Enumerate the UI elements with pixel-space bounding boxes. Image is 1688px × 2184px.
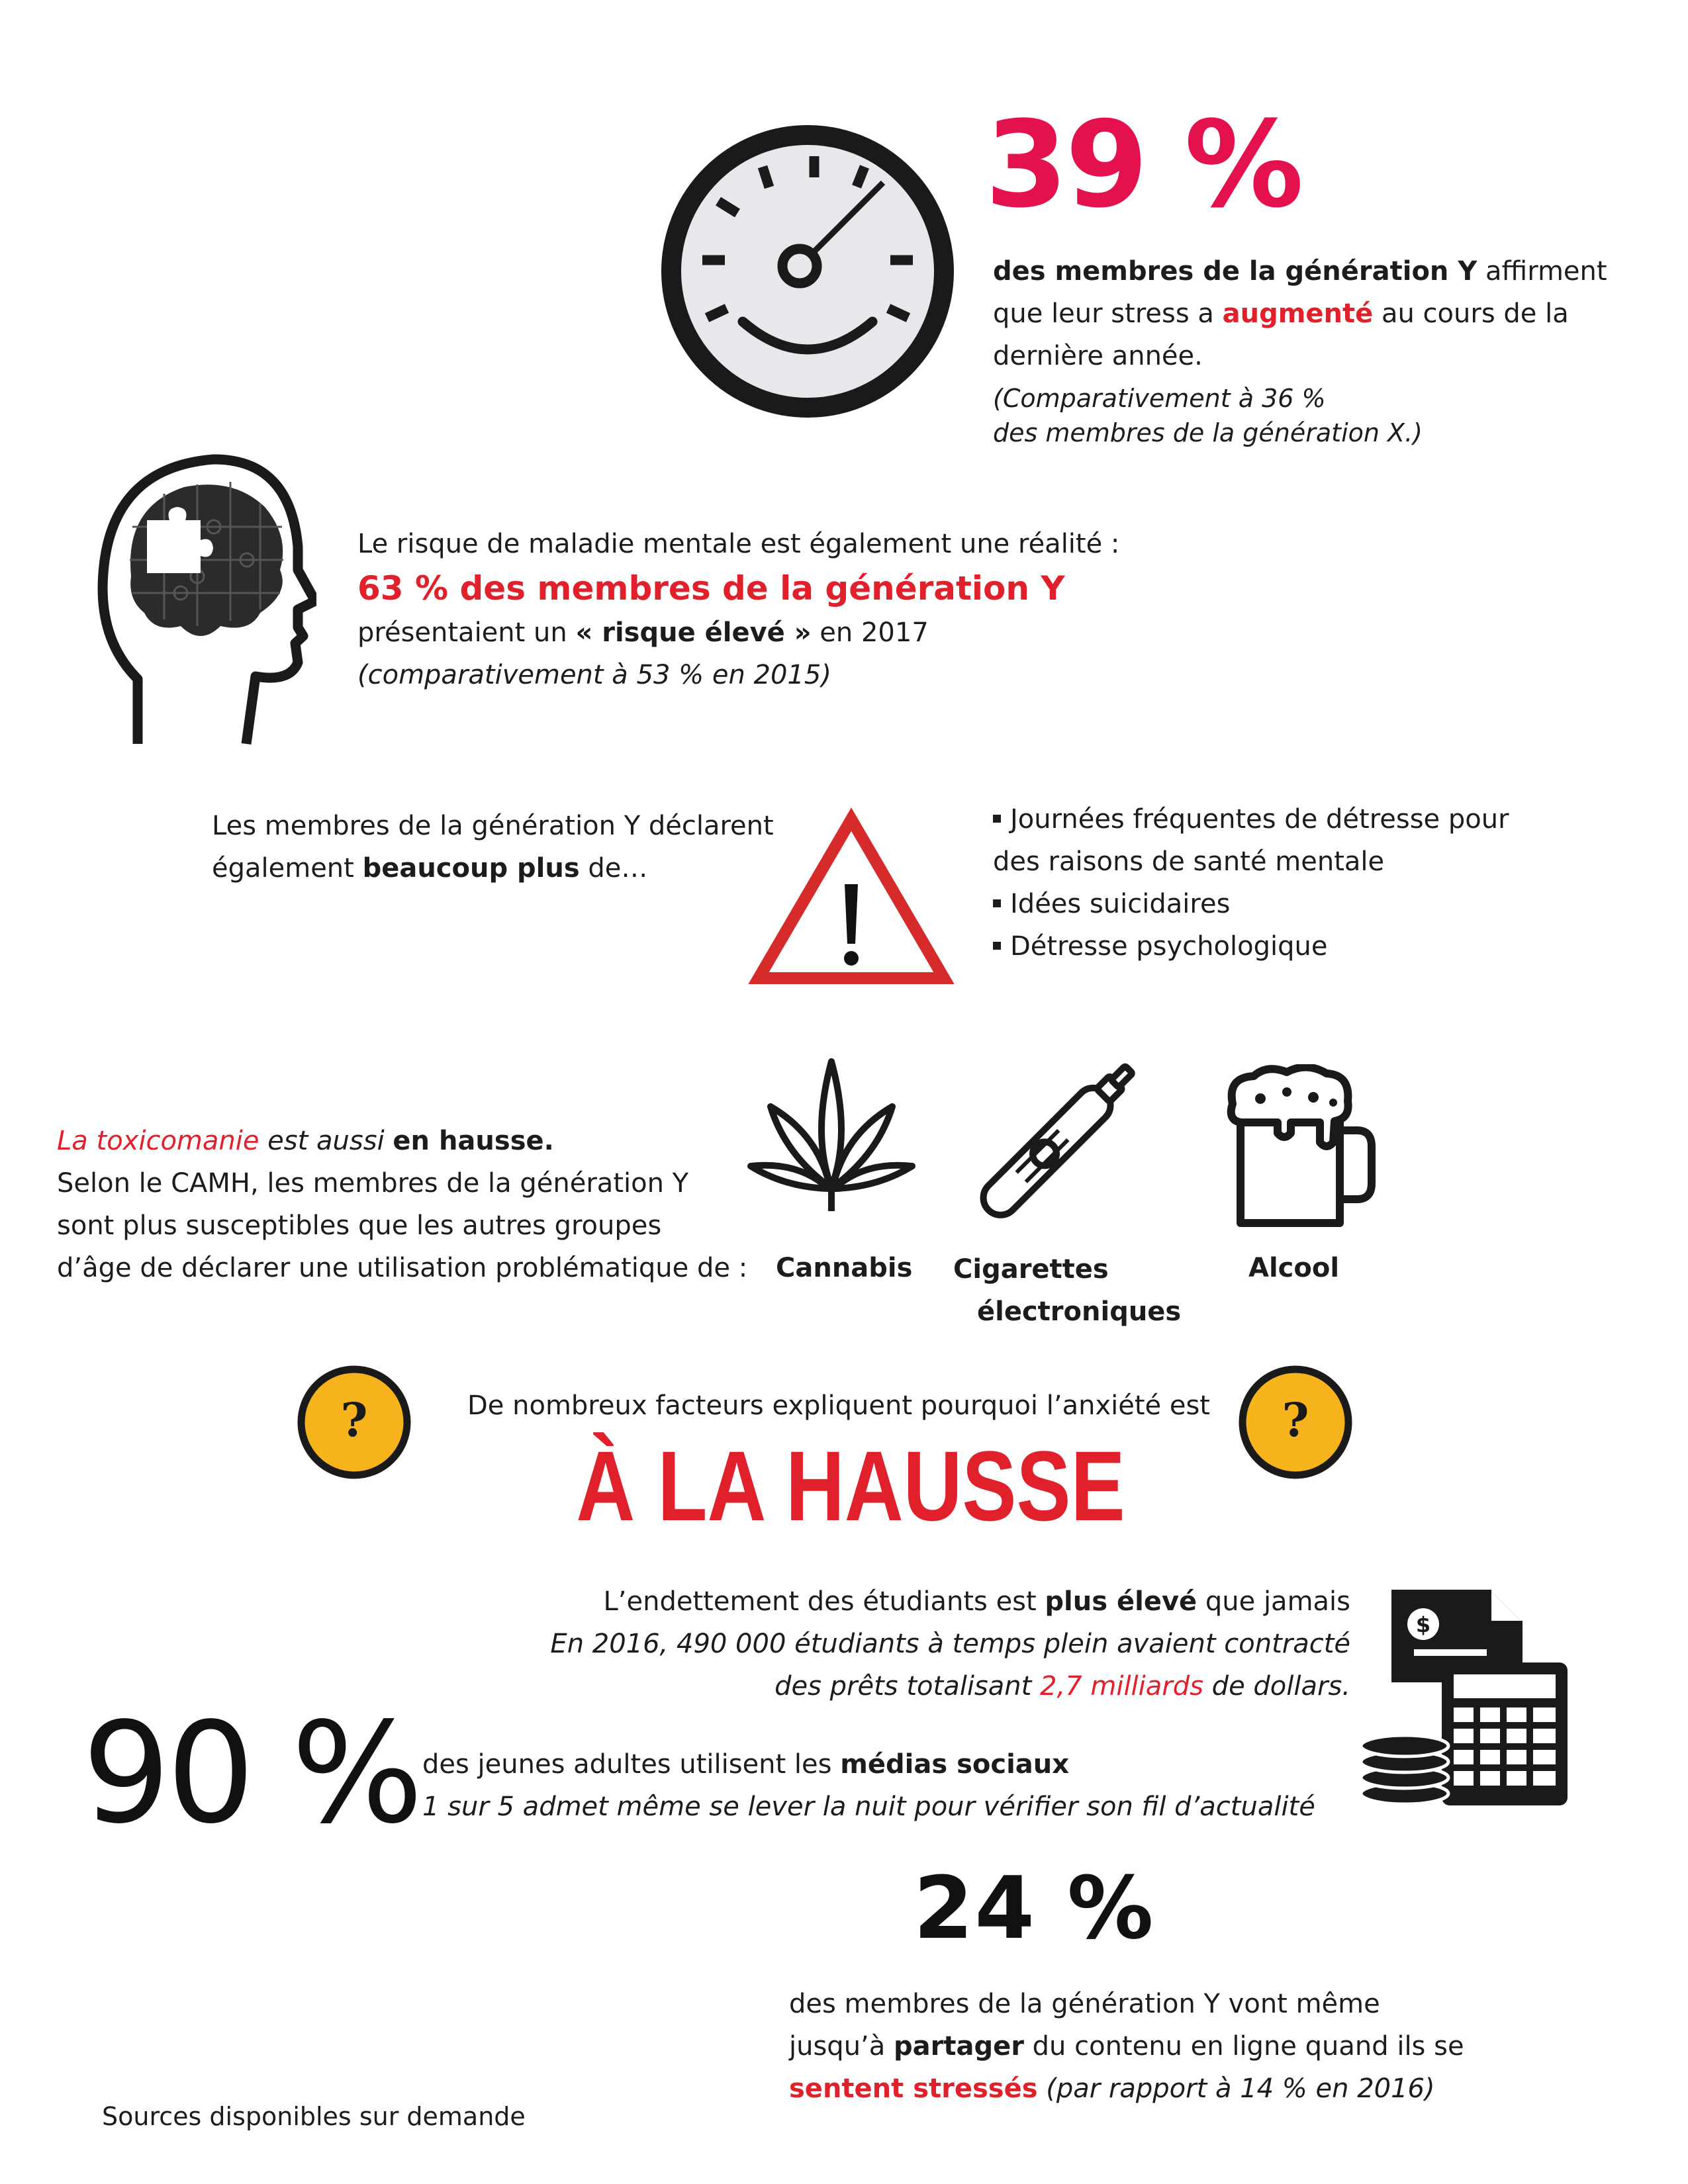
debt-line1-bold: plus élevé bbox=[1045, 1586, 1197, 1617]
stress-line3: dernière année. bbox=[993, 341, 1203, 371]
warning-item-1-line1: Journées fréquentes de détresse pour bbox=[1010, 804, 1509, 835]
mental-headline: 63 % des membres de la génération Y bbox=[357, 569, 1065, 608]
stress-line1-bold: des membres de la génération Y bbox=[993, 256, 1477, 287]
stress-compare-line2: des membres de la génération X.) bbox=[993, 418, 1423, 447]
substance-label-cannabis: Cannabis bbox=[776, 1253, 913, 1283]
question-mark-glyph: ? bbox=[1282, 1392, 1309, 1447]
warning-item bbox=[993, 925, 1509, 968]
warning-item bbox=[993, 883, 1509, 925]
sources-note: Sources disponibles sur demande bbox=[102, 2102, 526, 2131]
e-cigarette-icon bbox=[966, 1052, 1145, 1231]
share-line3-post: (par rapport à 14 % en 2016) bbox=[1037, 2073, 1435, 2104]
share-line1: des membres de la génération Y vont même bbox=[789, 1989, 1380, 2019]
debt-line3-pre: des prêts totalisant bbox=[774, 1671, 1041, 1702]
warning-intro-line1: Les membres de la génération Y déclarent bbox=[212, 811, 774, 841]
debt-line1-post: que jamais bbox=[1197, 1586, 1350, 1617]
warning-list bbox=[993, 798, 1509, 968]
warning-intro2-pre: également bbox=[212, 853, 363, 884]
debt-line3-post: de dollars. bbox=[1203, 1671, 1350, 1702]
debt-line3-red: 2,7 milliards bbox=[1040, 1671, 1203, 1702]
question-mark-glyph: ? bbox=[340, 1392, 368, 1447]
stress-percent: 39 % bbox=[985, 96, 1301, 234]
mental-line3-post: en 2017 bbox=[811, 617, 929, 648]
warning-item-3-line1: Détresse psychologique bbox=[1010, 931, 1328, 962]
mental-line3-bold: « risque élevé » bbox=[575, 617, 812, 648]
beer-mug-icon bbox=[1221, 1064, 1380, 1236]
warning-intro2-post: de… bbox=[579, 853, 648, 884]
stress-text bbox=[993, 250, 1607, 377]
warning-intro bbox=[212, 805, 774, 889]
substance-line2: Selon le CAMH, les membres de la génération Y bbox=[57, 1168, 689, 1199]
substance-line3: sont plus susceptibles que les autres groupes bbox=[57, 1210, 662, 1241]
bullet-icon bbox=[993, 942, 1001, 950]
stress-line2-post: au cours de la bbox=[1373, 298, 1569, 329]
social-line1-pre: des jeunes adultes utilisent les bbox=[422, 1749, 841, 1780]
mental-text bbox=[357, 523, 1119, 696]
stress-line2-emph: augmenté bbox=[1222, 298, 1374, 329]
substance-line1-red: La toxicomanie bbox=[57, 1126, 259, 1156]
mental-line1: Le risque de maladie mentale est également une réalité : bbox=[357, 529, 1120, 559]
cannabis-leaf-icon bbox=[745, 1055, 917, 1214]
substance-label-ecig-line2: électroniques bbox=[977, 1297, 1182, 1327]
svg-text:$: $ bbox=[1415, 1612, 1431, 1637]
mental-compare: (comparativement à 53 % en 2015) bbox=[357, 660, 831, 690]
social-percent: 90 % bbox=[82, 1692, 420, 1854]
substance-text bbox=[57, 1120, 747, 1289]
share-percent: 24 % bbox=[914, 1858, 1155, 1958]
warning-item-2-line1: Idées suicidaires bbox=[1010, 889, 1231, 919]
substance-line1-bold: en hausse. bbox=[393, 1126, 554, 1156]
bullet-icon bbox=[993, 815, 1001, 823]
debt-text bbox=[463, 1580, 1350, 1707]
share-line2-post: du contenu en ligne quand ils se bbox=[1023, 2031, 1464, 2062]
bullet-icon bbox=[993, 899, 1001, 907]
question-mark-icon bbox=[1238, 1365, 1353, 1480]
head-puzzle-brain-icon bbox=[91, 447, 316, 752]
debt-line2: En 2016, 490 000 étudiants à temps plein avaient contracté bbox=[550, 1629, 1350, 1659]
anxiety-line1: De nombreux facteurs expliquent pourquoi l’anxiété est bbox=[467, 1390, 1210, 1421]
stress-line1-rest: affirment bbox=[1477, 256, 1607, 287]
stress-line2-pre: que leur stress a bbox=[993, 298, 1223, 329]
warning-triangle-icon bbox=[745, 805, 957, 990]
share-line2-bold: partager bbox=[894, 2031, 1024, 2062]
debt-line1-pre: L’endettement des étudiants est bbox=[603, 1586, 1045, 1617]
stress-compare bbox=[993, 381, 1423, 450]
substance-label-alcool: Alcool bbox=[1248, 1253, 1340, 1283]
share-line3-red: sentent stressés bbox=[789, 2073, 1038, 2104]
social-line2: 1 sur 5 admet même se lever la nuit pour vérifier son fil d’actualité bbox=[422, 1792, 1315, 1822]
warning-item bbox=[993, 798, 1509, 841]
finance-calculator-icon bbox=[1357, 1583, 1569, 1808]
mental-line3-pre: présentaient un bbox=[357, 617, 576, 648]
warning-intro2-bold: beaucoup plus bbox=[362, 853, 580, 884]
share-line2-pre: jusqu’à bbox=[789, 2031, 894, 2062]
gauge-icon bbox=[655, 119, 960, 424]
substance-line4: d’âge de déclarer une utilisation problématique de : bbox=[57, 1253, 748, 1283]
social-text bbox=[422, 1743, 1315, 1828]
substance-line1-mid: est aussi bbox=[259, 1126, 393, 1156]
share-text bbox=[789, 1983, 1464, 2110]
substance-label-ecig bbox=[953, 1248, 1182, 1333]
social-line1-bold: médias sociaux bbox=[840, 1749, 1070, 1780]
question-mark-icon bbox=[297, 1365, 412, 1480]
anxiety-headline: À LA HAUSSE bbox=[576, 1430, 1125, 1541]
warning-item-1-line2: des raisons de santé mentale bbox=[993, 846, 1385, 877]
substance-label-ecig-line1: Cigarettes bbox=[953, 1254, 1109, 1285]
stress-compare-line1: (Comparativement à 36 % bbox=[993, 384, 1326, 413]
